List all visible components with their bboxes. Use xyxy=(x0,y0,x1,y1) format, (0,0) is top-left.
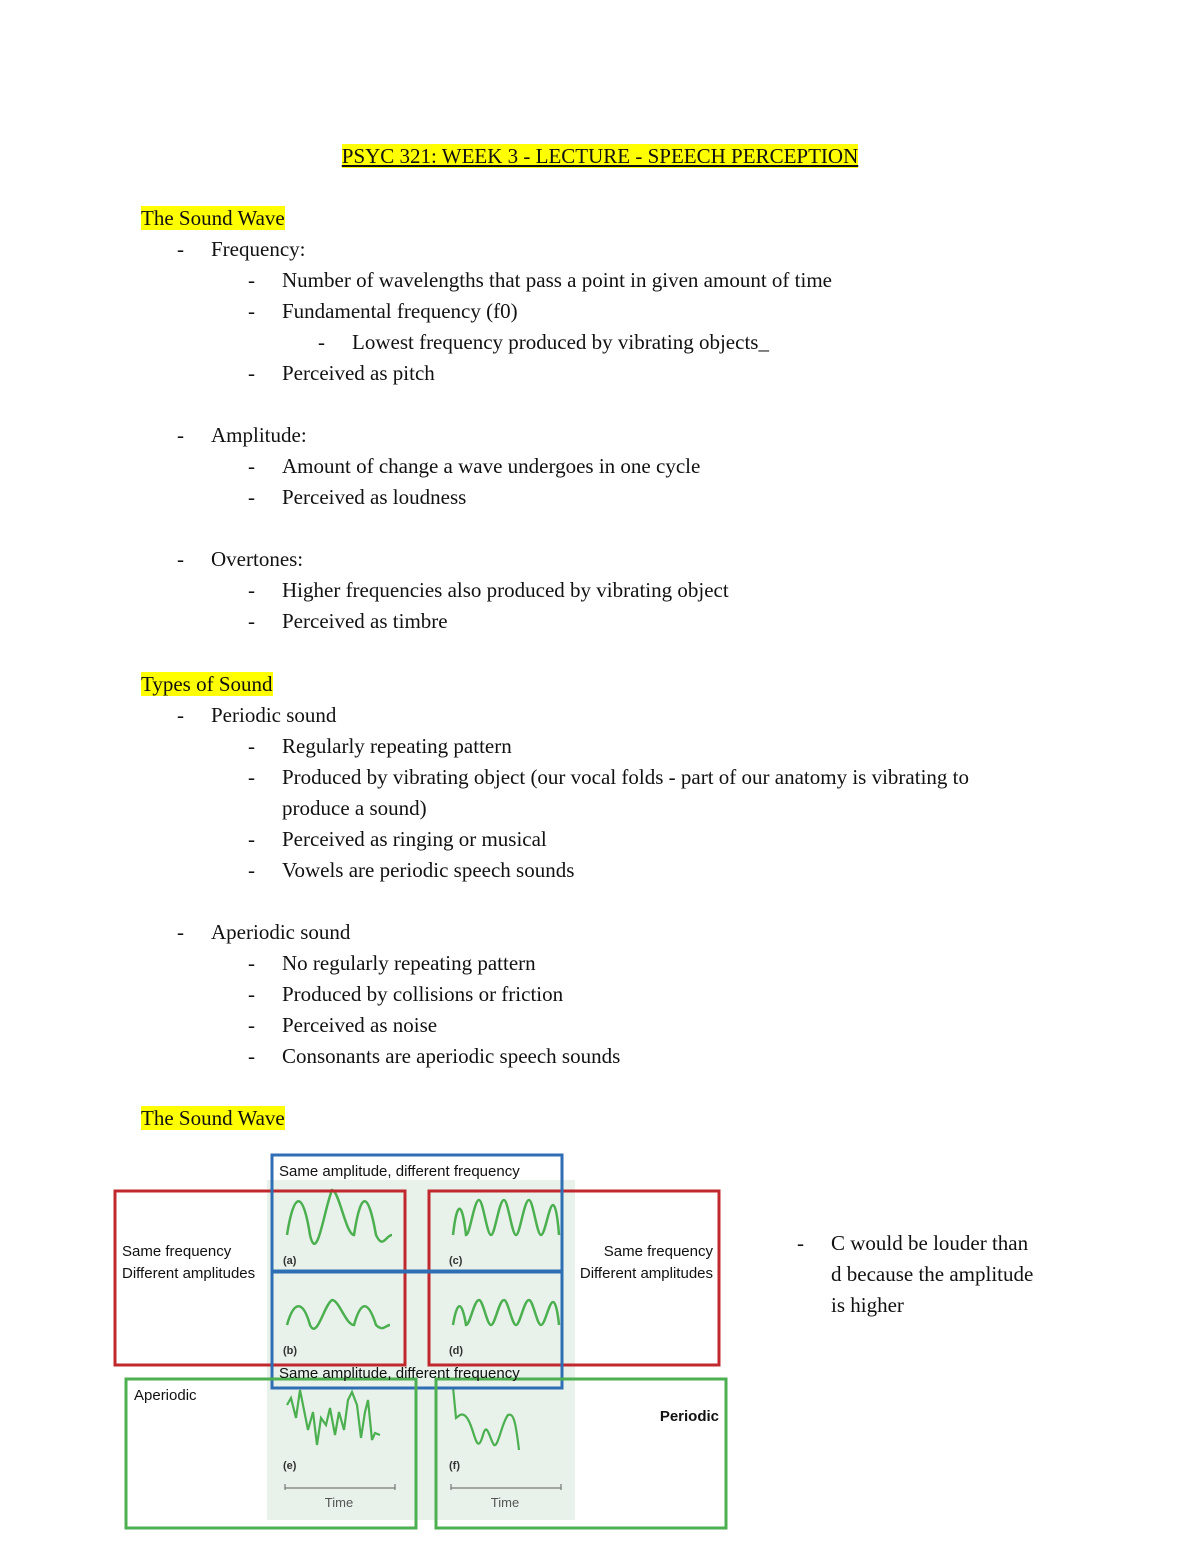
bullet-item: No regularly repeating pattern xyxy=(282,951,536,975)
sound-wave-figure xyxy=(110,1150,730,1535)
bullet-item: Perceived as loudness xyxy=(282,485,467,509)
label-right-1: Same frequency xyxy=(603,1243,713,1260)
bullet-dash: - xyxy=(248,485,255,509)
bullet-frequency: Frequency: xyxy=(211,237,306,261)
bullet-item: Produced by collisions or friction xyxy=(282,982,564,1006)
bullet-amplitude: Amplitude: xyxy=(211,423,307,447)
note-line-1: C would be louder than xyxy=(831,1231,1029,1255)
panel-label-c: (c) xyxy=(449,1255,463,1267)
bullet-dash: - xyxy=(248,268,255,292)
bullet-item: Regularly repeating pattern xyxy=(282,734,512,758)
bullet-dash: - xyxy=(248,299,255,323)
label-left-1: Same frequency xyxy=(122,1243,232,1260)
bullet-periodic: Periodic sound xyxy=(211,703,337,727)
bullet-item: Perceived as pitch xyxy=(282,361,435,385)
bullet-item: Vowels are periodic speech sounds xyxy=(282,858,575,882)
bullet-item-continuation: produce a sound) xyxy=(282,796,427,820)
time-label-e: Time xyxy=(324,1495,354,1510)
panel-label-f: (f) xyxy=(449,1460,460,1472)
label-left-2: Different amplitudes xyxy=(122,1265,256,1282)
label-periodic: Periodic xyxy=(659,1408,719,1425)
bullet-dash: - xyxy=(177,547,184,571)
bullet-item: Perceived as ringing or musical xyxy=(282,827,547,851)
bullet-dash: - xyxy=(177,237,184,261)
panel-label-d: (d) xyxy=(449,1345,464,1357)
label-mid: Same amplitude, different frequency xyxy=(279,1365,520,1382)
section-heading-sound-wave-figure: The Sound Wave xyxy=(141,1106,285,1130)
label-right-2: Different amplitudes xyxy=(579,1265,713,1282)
note-line-3: is higher xyxy=(831,1293,904,1317)
bullet-item: Higher frequencies also produced by vibrating object xyxy=(282,578,729,602)
section-heading-sound-wave: The Sound Wave xyxy=(141,206,285,230)
bullet-dash: - xyxy=(797,1231,804,1255)
panel-label-a: (a) xyxy=(283,1255,297,1267)
section-heading-types-of-sound: Types of Sound xyxy=(141,672,273,696)
bullet-dash: - xyxy=(177,423,184,447)
bullet-dash: - xyxy=(248,982,255,1006)
bullet-item: Amount of change a wave undergoes in one cycle xyxy=(282,454,701,478)
panel-label-e: (e) xyxy=(283,1460,297,1472)
time-label-f: Time xyxy=(490,1495,520,1510)
label-aperiodic: Aperiodic xyxy=(134,1387,197,1404)
bullet-item: Lowest frequency produced by vibrating objects_ xyxy=(352,330,769,354)
bullet-dash: - xyxy=(248,827,255,851)
bullet-dash: - xyxy=(248,765,255,789)
panel-label-b: (b) xyxy=(283,1345,298,1357)
bullet-dash: - xyxy=(248,578,255,602)
bullet-item: Produced by vibrating object (our vocal folds - part of our anatomy is vibrating to xyxy=(282,765,970,789)
bullet-overtones: Overtones: xyxy=(211,547,304,571)
bullet-item: Perceived as timbre xyxy=(282,609,448,633)
page-title: PSYC 321: WEEK 3 - LECTURE - SPEECH PERCEPTION xyxy=(341,144,859,168)
bullet-item: Perceived as noise xyxy=(282,1013,438,1037)
bullet-dash: - xyxy=(177,920,184,944)
bullet-item: Consonants are aperiodic speech sounds xyxy=(282,1044,621,1068)
bullet-dash: - xyxy=(248,361,255,385)
bullet-aperiodic: Aperiodic sound xyxy=(211,920,351,944)
note-line-2: d because the amplitude xyxy=(831,1262,1034,1286)
bullet-dash: - xyxy=(177,703,184,727)
figure-panel-background xyxy=(267,1180,575,1520)
bullet-dash: - xyxy=(248,951,255,975)
label-top: Same amplitude, different frequency xyxy=(279,1163,520,1180)
bullet-dash: - xyxy=(248,1013,255,1037)
bullet-item: Number of wavelengths that pass a point in given amount of time xyxy=(282,268,832,292)
bullet-dash: - xyxy=(248,609,255,633)
bullet-dash: - xyxy=(318,330,325,354)
bullet-dash: - xyxy=(248,858,255,882)
bullet-dash: - xyxy=(248,734,255,758)
bullet-dash: - xyxy=(248,454,255,478)
bullet-dash: - xyxy=(248,1044,255,1068)
bullet-item: Fundamental frequency (f0) xyxy=(282,299,518,323)
